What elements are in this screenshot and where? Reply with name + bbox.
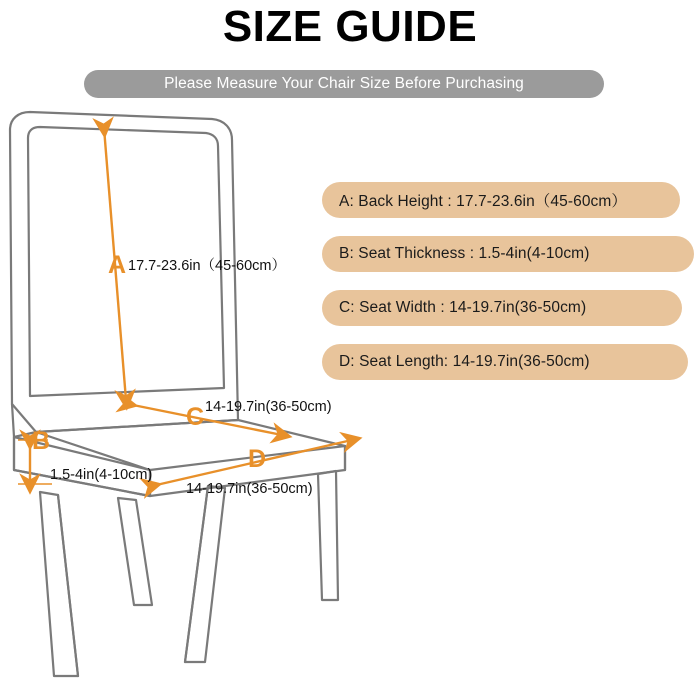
legend-item-back-height xyxy=(322,182,680,218)
legend-item-seat-thickness xyxy=(322,236,694,272)
dimension-letter-c: C xyxy=(186,403,205,431)
legend-list xyxy=(322,182,694,398)
page-title: SIZE GUIDE xyxy=(222,2,478,51)
dimension-value-c: 14-19.7in(36-50cm) xyxy=(205,399,332,415)
subtitle-text: Please Measure Your Chair Size Before Purchasing xyxy=(164,75,524,92)
legend-item-label: C: Seat Width : 14-19.7in(36-50cm) xyxy=(339,299,587,316)
dimension-value-a: 17.7-23.6in（45-60cm） xyxy=(128,258,286,274)
legend-item-seat-width xyxy=(322,290,682,326)
legend-item-label: D: Seat Length: 14-19.7in(36-50cm) xyxy=(339,353,590,370)
dimension-letter-a: A xyxy=(108,251,127,279)
dimension-value-b: 1.5-4in(4-10cm) xyxy=(50,467,153,483)
dimension-value-d: 14-19.7in(36-50cm) xyxy=(186,481,313,497)
dimension-letter-b: B xyxy=(32,427,51,455)
legend-item-label: B: Seat Thickness : 1.5-4in(4-10cm) xyxy=(339,245,590,262)
dimension-letter-d: D xyxy=(248,445,267,473)
legend-item-seat-length xyxy=(322,344,688,380)
legend-item-label: A: Back Height : 17.7-23.6in（45-60cm） xyxy=(339,193,628,210)
